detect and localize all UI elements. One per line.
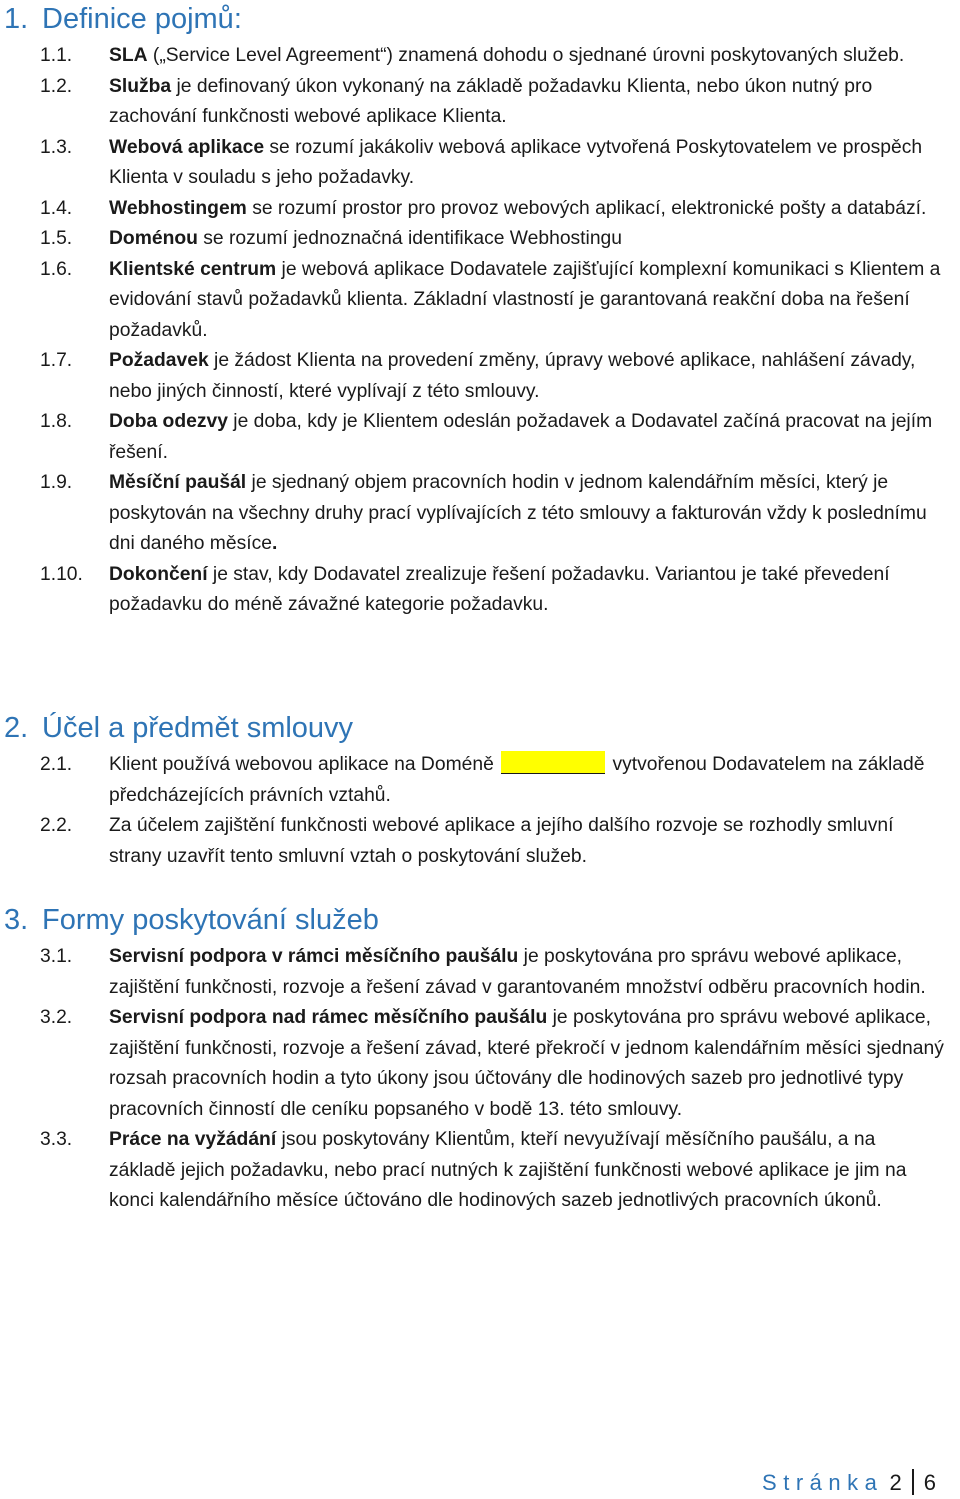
- item-number: 1.4.: [40, 197, 73, 219]
- section-heading: [0, 2, 960, 36]
- list-item: [0, 72, 960, 133]
- service-forms-list: [0, 942, 960, 1217]
- page-footer: [0, 1468, 936, 1498]
- list-item: [0, 407, 960, 468]
- term: Dokončení: [109, 563, 208, 585]
- term: Služba: [109, 75, 172, 97]
- list-item: [0, 255, 960, 347]
- item-text: je definovaný úkon vykonaný na základě požadavku Klienta, nebo úkon nutný pro zachování funkčnosti webové aplikace Klienta.: [109, 75, 873, 127]
- section-purpose: [0, 711, 960, 872]
- total-pages: 6: [923, 1470, 936, 1495]
- term: Požadavek: [109, 350, 209, 371]
- item-text: se rozumí jednoznačná identifikace Webhostingu: [197, 228, 622, 249]
- term: Klientské centrum: [109, 258, 277, 280]
- item-text: se rozumí prostor pro provoz webových aplikací, elektronické pošty a databází.: [246, 197, 927, 219]
- item-text: je poskytována pro správu webové aplikace, zajištění funkčnosti, rozvoje a řešení závad, které překročí v jednom kalendářním měsíci sjednaný rozsah pracovních hodin a tyto úkony jsou účtovány dle hodinových sazeb pro jednotlivé typy pracovních činností dle ceníku popsaného v bodě 13. této smlouvy.: [109, 1007, 944, 1120]
- item-text: je doba, kdy je Klientem odeslán požadavek a Dodavatel začíná pracovat na jejím řešení.: [109, 411, 933, 463]
- section-number: 2.: [4, 712, 29, 744]
- term: SLA: [109, 45, 148, 66]
- list-item: [0, 133, 960, 194]
- section-number: 1.: [4, 3, 29, 35]
- list-item: [0, 811, 960, 872]
- domain-blank-field: [501, 751, 605, 774]
- section-title: Definice pojmů:: [42, 3, 242, 35]
- list-item: [0, 750, 960, 811]
- item-number: 1.1.: [40, 45, 73, 66]
- item-text: je žádost Klienta na provedení změny, úpravy webové aplikace, nahlášení závady, nebo jiných činností, které vyplívají z této smlouvy.: [109, 350, 916, 402]
- section-service-forms: [0, 903, 960, 1217]
- list-item: [0, 942, 960, 1003]
- section-title: Účel a předmět smlouvy: [42, 712, 354, 744]
- item-number: 1.8.: [40, 411, 73, 432]
- item-number: 1.6.: [40, 258, 73, 280]
- term: Servisní podpora v rámci měsíčního paušálu: [109, 946, 519, 967]
- list-item: [0, 468, 960, 560]
- item-number: 1.2.: [40, 75, 73, 97]
- item-number: 1.7.: [40, 350, 73, 371]
- page-label: Stránka: [762, 1470, 884, 1495]
- item-tail: .: [271, 533, 278, 554]
- item-text: je sjednaný objem pracovních hodin v jednom kalendářním měsíci, který je poskytován na všechny druhy prací vyplívajících z této smlouvy a fakturován vždy k poslednímu dni daného měsíce: [109, 472, 927, 554]
- section-title: Formy poskytování služeb: [42, 904, 379, 936]
- list-item: [0, 41, 960, 72]
- item-text: je stav, kdy Dodavatel zrealizuje řešení požadavku. Variantou je také převedení požadavku do méně závažné kategorie požadavku.: [109, 563, 890, 615]
- list-item: [0, 1003, 960, 1125]
- item-text: je poskytována pro správu webové aplikace, zajištění funkčnosti, rozvoje a řešení závad v garantovaném množství odběru pracovních hodin.: [109, 946, 926, 998]
- section-definitions: [0, 2, 960, 621]
- list-item: [0, 346, 960, 407]
- item-text: Klient používá webovou aplikace na Doméně: [109, 754, 500, 775]
- item-number: 3.2.: [40, 1007, 73, 1028]
- term: Doba odezvy: [109, 411, 228, 432]
- item-number: 1.10.: [40, 563, 83, 585]
- term: Doménou: [109, 228, 198, 249]
- term: Servisní podpora nad rámec měsíčního paušálu: [109, 1007, 548, 1028]
- item-text-after: vytvořenou Dodavatelem na základě předcházejících právních vztahů.: [109, 754, 925, 806]
- list-item: [0, 560, 960, 621]
- section-heading: [0, 903, 960, 937]
- purpose-list: [0, 750, 960, 872]
- item-number: 2.1.: [40, 754, 73, 775]
- term: Webhostingem: [109, 197, 247, 219]
- item-text: Za účelem zajištění funkčnosti webové aplikace a jejího dalšího rozvoje se rozhodly smluvní strany uzavřít tento smluvní vztah o poskytování služeb.: [109, 815, 894, 867]
- definitions-list: [0, 41, 960, 621]
- item-text: se rozumí jakákoliv webová aplikace vytvořená Poskytovatelem ve prospěch Klienta v souladu s jeho požadavky.: [109, 136, 923, 188]
- list-item: [0, 194, 960, 225]
- term: Práce na vyžádání: [109, 1129, 277, 1150]
- list-item: [0, 1125, 960, 1217]
- term: Měsíční paušál: [109, 472, 247, 493]
- item-number: 3.3.: [40, 1129, 73, 1150]
- item-number: 1.9.: [40, 472, 73, 493]
- current-page-number: 2: [889, 1470, 902, 1495]
- page-separator: [912, 1469, 914, 1495]
- term: Webová aplikace: [109, 136, 265, 158]
- item-number: 1.5.: [40, 228, 73, 249]
- item-number: 1.3.: [40, 136, 73, 158]
- item-text: jsou poskytovány Klientům, kteří nevyužívají měsíčního paušálu, a na základě jejich požadavku, nebo prací nutných k zajištění funkčnosti webové aplikace je jim na konci kalendářního měsíce účtováno dle hodinových sazeb jednotlivých pracovních úkonů.: [109, 1129, 907, 1211]
- item-number: 3.1.: [40, 946, 73, 967]
- section-number: 3.: [4, 904, 29, 936]
- list-item: [0, 224, 960, 255]
- section-heading: [0, 711, 960, 745]
- item-number: 2.2.: [40, 815, 73, 836]
- item-text: („Service Level Agreement“) znamená dohodu o sjednané úrovni poskytovaných služeb.: [147, 45, 905, 66]
- item-text: je webová aplikace Dodavatele zajišťující komplexní komunikaci s Klientem a evidování stavů požadavků klienta. Základní vlastností je garantovaná reakční doba na řešení požadavků.: [109, 258, 941, 341]
